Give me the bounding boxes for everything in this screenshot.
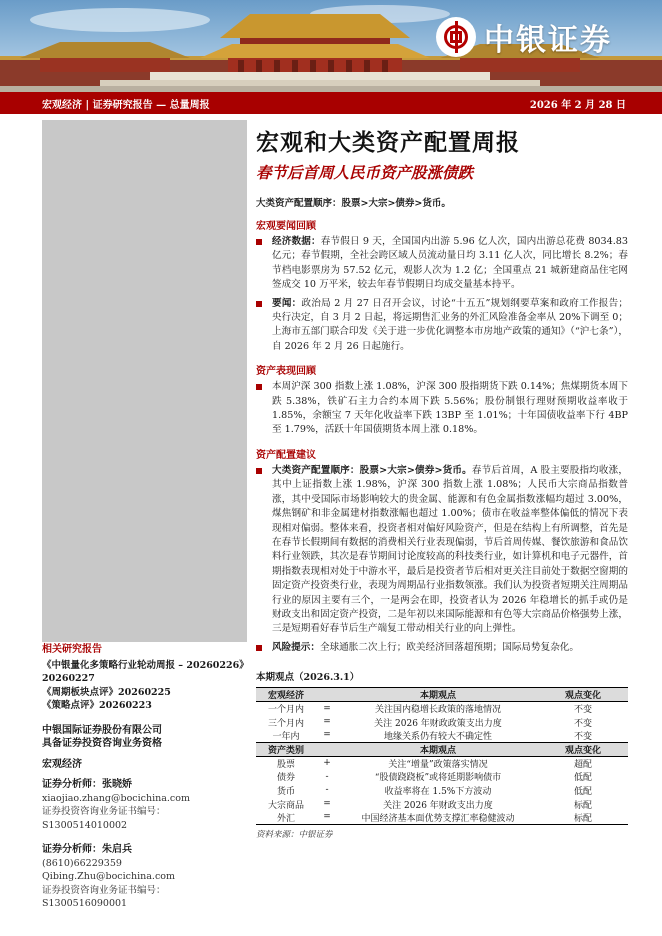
table-cell: 不变 xyxy=(573,718,592,729)
table-header-cell: 宏观经济 xyxy=(256,688,316,702)
related-reports-title: 相关研究报告 xyxy=(42,644,102,655)
square-bullet-icon xyxy=(256,468,262,474)
square-bullet-icon xyxy=(256,301,262,307)
table-header-cell: 本期观点 xyxy=(338,742,538,756)
table-header-cell xyxy=(316,742,338,756)
paragraph-text: 春节后首周，A 股主要股指均收涨，其中上证指数上涨 1.98%，沪深 300 指数上涨 1.08%；人民币大宗商品指数普涨，其中受国际市场影响较大的贵金属、能源和有色金属指数涨幅均超过 3.00%，煤焦钢矿和非金属建材指数涨幅也超过 1.00%；债市在收益率整体偏低的情况下表现相对偏弱。整体来看，投资者相对偏好风险资产，但是在结构上有所调整，首先是在春节长假期间有数据的消费相关行业表现偏弱，节后首周传媒、餐饮旅游和食品饮料行业领跌，其次是春节期间讨论度较高的科技类行业，如计算机和电子元器件，首期指数表现相对处于中游水平，最后是投资者节后相对更关注目前处于数据空窗期的固定资产投资类行业，表现为周期品行业指数领涨。我们认为投资者短期关注周期品行业的原因主要有三个，一是两会在即，投资者认为 2026 年稳增长的抓手或仍是财政支出和固定资产投资，二是年初以来国际能源和有色等大宗商品价格强势上涨，三是短期看好春节后生产端复工带动相关行业的向上弹性。 xyxy=(272,464,628,635)
table-row xyxy=(256,702,628,716)
table-source: 资料来源：中银证券 xyxy=(256,829,333,840)
report-category: 宏观经济 | 证券研究报告 — 总量周报 xyxy=(42,99,210,111)
table-cell: 关注“增量”政策落实情况 xyxy=(388,759,488,770)
square-bullet-icon xyxy=(256,239,262,245)
table-row xyxy=(256,770,628,784)
related-report-item[interactable]: 《策略点评》20260223 xyxy=(42,700,152,711)
bullet-paragraph xyxy=(256,380,628,438)
table-cell: 货币 xyxy=(276,786,295,797)
analyst-name: 证券分析师：张晓娇 xyxy=(42,779,132,790)
allocation-order: 大类资产配置顺序：股票>大宗>债券>货币。 xyxy=(256,198,451,209)
table-cell: “股债跷跷板”或将延期影响债市 xyxy=(374,773,502,784)
table-cell: 不变 xyxy=(573,731,592,742)
table-row xyxy=(256,784,628,798)
table-cell: 债券 xyxy=(276,773,295,784)
table-header-cell: 本期观点 xyxy=(338,688,538,702)
table-cell: = xyxy=(323,799,331,810)
report-header-bar xyxy=(0,92,662,114)
page-subtitle: 春节后首周人民币资产股涨债跌 xyxy=(256,163,474,182)
table-cell: 外汇 xyxy=(256,811,316,825)
table-row xyxy=(256,715,628,729)
table-cell: 地缘关系仍有较大不确定性 xyxy=(383,731,492,742)
bullet-paragraph xyxy=(256,235,628,293)
table-header-row xyxy=(256,742,628,756)
table-cell: 标配 xyxy=(538,811,628,825)
analyst-certificate: 证券投资咨询业务证书编号：S1300514010002 xyxy=(42,806,166,831)
report-date: 2026 年 2 月 28 日 xyxy=(529,99,626,111)
company-name: 中银国际证券股份有限公司 xyxy=(42,724,162,736)
paragraph-text: 政治局 2 月 27 日召开会议，讨论“十五五”规划纲要草案和政府工作报告；央行决定，自 3 月 2 日起，将远期售汇业务的外汇风险准备金率从 20%下调至 0；上海市五部门联合印发《关于进一步优化调整本市房地产政策的通知》（“沪七条”），自 2026 年 2 月 26 日起施行。 xyxy=(272,297,628,352)
banner-image xyxy=(0,0,662,92)
table-cell: 超配 xyxy=(573,759,592,770)
table-cell: 不变 xyxy=(573,705,592,716)
report-sector: 宏观经济 xyxy=(42,758,82,770)
table-cell: 低配 xyxy=(573,773,592,784)
paragraph-lead: 经济数据： xyxy=(272,236,321,247)
table-cell: = xyxy=(323,703,331,714)
table-cell: 关注 2026 年财政政策支出力度 xyxy=(374,718,502,729)
table-cell: 关注国内稳增长政策的落地情况 xyxy=(374,705,501,716)
paragraph-text: 春节假日 9 天，全国国内出游 5.96 亿人次，国内出游总花费 8034.83 亿元；春节假期，全社会跨区域人员流动量日均 3.11 亿人次，同比增长 8.2%；春节档电影票房为 57.52 亿元，观影人次为 1.2 亿；全国重点 21 城新建商品住宅网签成交 10 万平米，较去年春节假期日均成交量基本持平。 xyxy=(272,236,629,291)
view-table xyxy=(256,687,628,825)
logo-text: 中银证券 xyxy=(484,23,612,58)
table-header-cell: 资产类别 xyxy=(256,742,316,756)
table-cell: 一年内 xyxy=(272,731,300,742)
table-cell: 股票 xyxy=(276,759,295,770)
table-cell: - xyxy=(325,785,329,796)
bullet-paragraph xyxy=(256,641,628,655)
bank-of-china-icon xyxy=(436,17,476,57)
analyst-name: 证券分析师：朱启兵 xyxy=(42,844,132,855)
analyst-certificate: 证券投资咨询业务证书编号：S1300516090001 xyxy=(42,884,166,909)
table-cell: 关注 2026 年财政支出力度 xyxy=(383,800,493,811)
table-cell: 一个月内 xyxy=(267,705,304,716)
sidebar-panel xyxy=(42,120,247,642)
section-heading-allocation-advice: 资产配置建议 xyxy=(256,449,316,461)
table-row xyxy=(256,729,628,743)
table-heading: 本期观点（2026.3.1） xyxy=(256,672,360,684)
bullet-paragraph xyxy=(256,297,628,355)
table-header-cell: 观点变化 xyxy=(538,688,628,702)
sidebar-info xyxy=(42,643,247,911)
table-cell: 低配 xyxy=(573,786,592,797)
table-row xyxy=(256,756,628,770)
table-cell: = xyxy=(316,811,338,825)
table-header-row xyxy=(256,688,628,702)
table-row xyxy=(256,811,628,825)
analyst-phone: (8610)66229359 xyxy=(42,857,122,869)
analyst-email[interactable]: xiaojiao.zhang@bocichina.com xyxy=(42,792,190,804)
square-bullet-icon xyxy=(256,645,262,651)
related-report-item[interactable]: 《周期板块点评》20260225 xyxy=(42,686,171,698)
paragraph-text: 本周沪深 300 指数上涨 1.08%，沪深 300 股指期货下跌 0.14%；焦煤期货本周下跌 5.38%，铁矿石主力合约本周下跌 5.56%；股份制银行理财预期收益率收于 1.85%，余额宝 7 天年化收益率下跌 13BP 至 1.01%；十年国债收益率下行 4BP 至 1.79%，活跃十年国债期货本周上涨 0.18%。 xyxy=(272,381,628,436)
table-cell: - xyxy=(325,771,329,782)
table-cell: = xyxy=(323,730,331,741)
main-content xyxy=(256,120,628,840)
table-cell: 标配 xyxy=(573,800,592,811)
paragraph-lead: 要闻： xyxy=(272,297,302,309)
table-cell: 收益率将在 1.5%下方波动 xyxy=(384,786,492,797)
analyst-email[interactable]: Qibing.Zhu@bocichina.com xyxy=(42,871,175,882)
table-cell: 大宗商品 xyxy=(267,800,304,811)
section-heading-asset-performance: 资产表现回顾 xyxy=(256,366,316,378)
company-qualification: 具备证券投资咨询业务资格 xyxy=(42,738,162,749)
section-heading-macro-news: 宏观要闻回顾 xyxy=(256,221,316,232)
related-report-item[interactable]: 《中银量化多策略行业轮动周报 – 20260226》20260227 xyxy=(42,659,244,684)
table-header-cell: 观点变化 xyxy=(538,742,628,756)
table-cell: = xyxy=(323,717,331,728)
table-header-cell xyxy=(316,688,338,702)
table-cell: 中国经济基本面优势支撑汇率稳健波动 xyxy=(338,811,538,825)
table-row xyxy=(256,797,628,811)
page-title: 宏观和大类资产配置周报 xyxy=(256,129,520,156)
table-cell: 三个月内 xyxy=(267,718,304,729)
company-logo xyxy=(436,12,656,62)
bullet-paragraph xyxy=(256,464,628,637)
paragraph-lead: 风险提示： xyxy=(272,641,320,653)
paragraph-lead: 大类资产配置顺序：股票>大宗>债券>货币。 xyxy=(272,464,472,476)
paragraph-text: 全球通胀二次上行；欧美经济回落超预期；国际局势复杂化。 xyxy=(319,641,579,653)
table-cell: + xyxy=(323,758,331,769)
square-bullet-icon xyxy=(256,384,262,390)
